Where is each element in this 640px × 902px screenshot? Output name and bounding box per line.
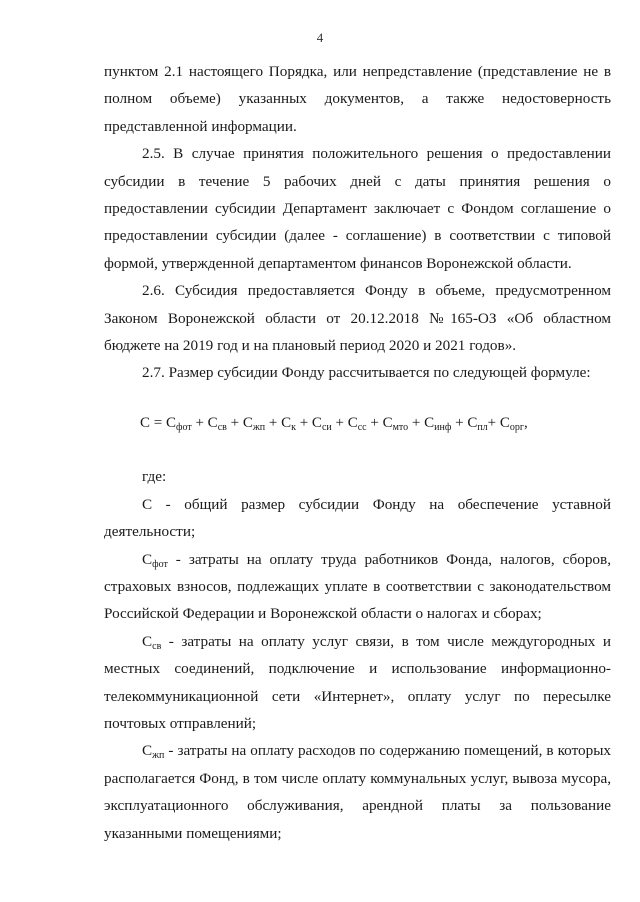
formula-terms [166, 415, 528, 431]
formula-term-subscript: пл [477, 421, 488, 433]
formula-term-base: С [467, 414, 478, 431]
formula-term [208, 415, 243, 431]
definition-item [104, 546, 611, 628]
formula-operator: + [265, 414, 282, 431]
formula-term [348, 415, 383, 431]
formula-term-subscript: к [291, 421, 296, 433]
paragraph-2-6: 2.6. Субсидия предоставляется Фонду в объеме, предусмотренном Законом Воронежской области от 20.12.2018 №165-ОЗ «Об областном бюджете на 2019 год и на плановый период 2020 и 2021 годов». [104, 282, 611, 355]
definition-text: - затраты на оплату услуг связи, в том числе междугородных и местных соединений, подключение и использование информационно-телекоммуникационной сети «Интернет», оплату услуг по пересылке почтовых отправлений; [104, 632, 611, 732]
formula-operator: + [331, 414, 348, 431]
formula-term-base: С [347, 414, 358, 431]
definition-text: - затраты на оплату труда работников Фонда, налогов, сборов, страховых взносов, подлежащих уплате в соответствии с законодательством Российской Федерации и Воронежской области о налогах и сборах; [104, 550, 611, 623]
definition-item [104, 491, 611, 546]
formula-term-subscript: инф [434, 421, 452, 433]
definition-subscript: фот [152, 558, 168, 570]
formula-term-subscript: мто [392, 421, 409, 433]
page-number: 4 [316, 30, 324, 45]
definition-subscript: жп [152, 750, 165, 762]
definition-symbol: С [142, 742, 153, 760]
formula-term-subscript: фот [175, 421, 192, 433]
formula-term [312, 415, 348, 431]
formula-operator: , [524, 414, 528, 431]
formula-operator: + [451, 414, 468, 431]
formula-term [383, 415, 425, 431]
formula-term-base: С [424, 414, 435, 431]
document-body [104, 58, 611, 847]
formula-operator: + [295, 414, 312, 431]
formula-term-subscript: си [321, 421, 332, 433]
formula-term-subscript: орг [509, 421, 525, 433]
formula-term-base: С [165, 414, 176, 431]
formula-term-base: С [311, 414, 322, 431]
paragraph-2-7: 2.7. Размер субсидии Фонду рассчитывается по следующей формуле: [142, 364, 591, 382]
formula-term [166, 415, 208, 431]
paragraph-continuation: пунктом 2.1 настоящего Порядка, или непредставление (представление не в полном объеме) указанных документов, а также недостоверность представленной информации. [104, 63, 611, 135]
formula-operator: + [487, 414, 500, 431]
formula-operator: + [366, 414, 383, 431]
definition-symbol: С [142, 550, 153, 568]
definitions-list [104, 491, 611, 847]
definition-item [104, 628, 611, 738]
paragraph-2-5: 2.5. В случае принятия положительного решения о предоставлении субсидии в течение 5 рабочих дней с даты принятия решения о предоставлении субсидии Департамент заключает с Фондом соглашение о предоставлении субсидии (далее - соглашение) в соответствии с типовой формой, утвержденной департаментом финансов Воронежской области. [104, 145, 611, 272]
formula-term-subscript: св [217, 421, 227, 433]
formula-term-subscript: жп [252, 421, 266, 433]
definition-item [104, 737, 611, 847]
definition-subscript: св [152, 640, 162, 652]
definition-symbol: С [142, 495, 153, 513]
formula-term-subscript: сс [357, 421, 367, 433]
formula-term [500, 415, 528, 431]
formula-term [424, 415, 467, 431]
where-label: где: [142, 468, 167, 486]
formula-term-base: С [281, 414, 292, 431]
formula-term-base: С [382, 414, 393, 431]
definition-text: - общий размер субсидии Фонду на обеспечение уставной деятельности; [104, 495, 611, 541]
definition-text: - затраты на оплату расходов по содержанию помещений, в которых располагается Фонд, в том числе оплату коммунальных услуг, вывоза мусора, эксплуатационного обслуживания, арендной платы за пользование указанными помещениями; [104, 742, 611, 842]
formula-operator: + [191, 414, 208, 431]
definition-symbol: С [142, 632, 153, 650]
formula-term [281, 415, 312, 431]
formula-lhs: С = [140, 414, 166, 431]
formula-operator: + [226, 414, 243, 431]
formula-term [467, 415, 500, 431]
subsidy-formula [104, 410, 611, 437]
formula-term-base: С [499, 414, 510, 431]
formula-term-base: С [242, 414, 253, 431]
formula-term [243, 415, 281, 431]
formula-term-base: С [207, 414, 218, 431]
formula-operator: + [408, 414, 425, 431]
